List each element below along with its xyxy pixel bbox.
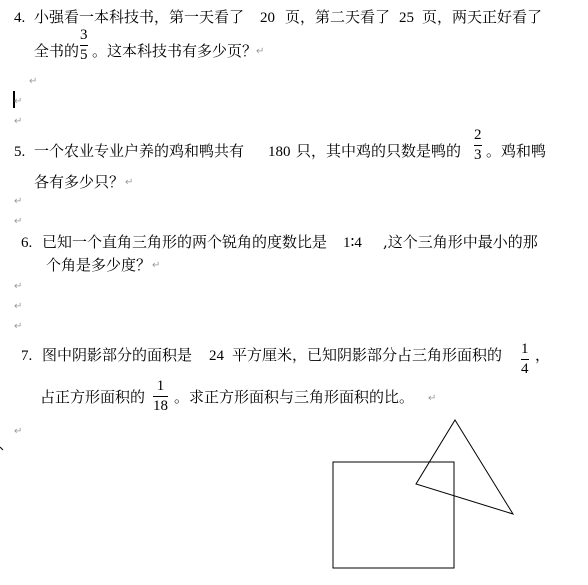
question-text: 。这本科技书有多少页？	[92, 42, 258, 60]
paragraph-mark: ↵	[256, 46, 265, 57]
question-text: 图中阴影部分的面积是	[42, 346, 193, 364]
question-number: 7.	[21, 348, 33, 364]
paragraph-mark: ↵	[29, 76, 38, 87]
question-text: 平方厘米，已知阴影部分占三角形面积的	[232, 346, 503, 364]
fraction-numerator: 3	[80, 27, 88, 43]
fraction-denominator: 18	[153, 398, 168, 414]
paragraph-mark: ↵	[152, 260, 161, 271]
fraction-denominator: 5	[80, 47, 88, 63]
triangle-shape	[416, 420, 513, 514]
paragraph-mark: ↵	[428, 393, 437, 404]
question-text: 页，第二天看了	[285, 8, 391, 26]
stray-mark	[0, 447, 3, 450]
fraction-denominator: 4	[521, 361, 529, 377]
number-value: 180	[268, 144, 291, 160]
question-text: 全书的	[34, 42, 80, 60]
question-text: ，	[535, 346, 551, 364]
question-text: 只，其中鸡的只数是鸭的	[296, 142, 462, 160]
paragraph-mark: ↵	[125, 177, 134, 188]
question-text: ,这个三角形中最小的那	[383, 233, 538, 251]
paragraph-mark: ↵	[14, 426, 23, 437]
question-text: 。求正方形面积与三角形面积的比。	[174, 388, 415, 406]
fraction-numerator: 1	[521, 341, 529, 357]
paragraph-mark: ↵	[14, 301, 23, 312]
question-number: 5.	[14, 144, 26, 160]
number-value: 20	[260, 10, 275, 26]
square-shape	[333, 462, 454, 568]
question-text: 。鸡和鸭	[486, 142, 547, 160]
ratio-value: 1∶4	[343, 235, 362, 251]
paragraph-mark: ↵	[14, 96, 23, 107]
fraction-numerator: 2	[474, 127, 482, 143]
question-text: 已知一个直角三角形的两个锐角的度数比是	[42, 233, 328, 251]
question-text: 各有多少只？	[34, 173, 125, 191]
fraction-numerator: 1	[156, 378, 165, 394]
number-value: 24	[209, 348, 224, 364]
question-number: 4.	[14, 10, 26, 26]
question-text: 占正方形面积的	[40, 388, 146, 406]
question-text: 页，两天正好看了	[422, 8, 543, 26]
question-text: 个角是多少度？	[46, 256, 152, 274]
question-text: 小强看一本科技书，第一天看了	[34, 8, 245, 26]
paragraph-mark: ↵	[14, 281, 23, 292]
fraction-denominator: 3	[474, 147, 482, 163]
question-number: 6.	[21, 235, 33, 251]
paragraph-mark: ↵	[14, 216, 23, 227]
question-text: 一个农业专业户养的鸡和鸭共有	[34, 142, 245, 160]
paragraph-mark: ↵	[14, 321, 23, 332]
paragraph-mark: ↵	[14, 116, 23, 127]
number-value: 25	[399, 10, 414, 26]
paragraph-mark: ↵	[14, 196, 23, 207]
